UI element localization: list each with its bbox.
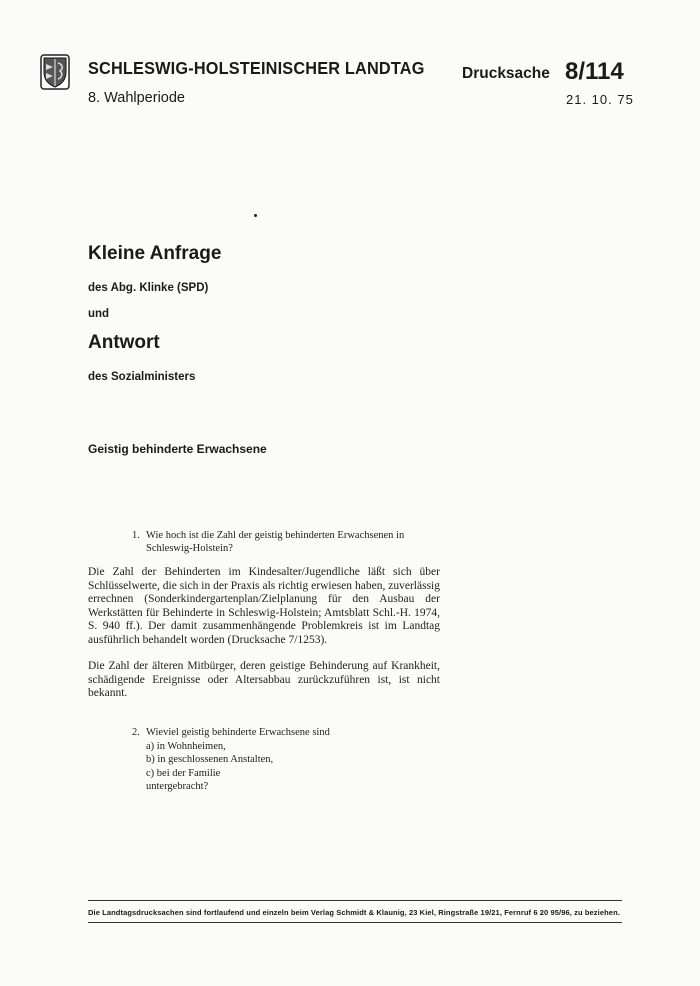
answer-paragraph: Die Zahl der älteren Mitbürger, deren geistige Behinderung auf Krankheit, schädigende Ereignisse oder Altersabbau zurückzuführen ist, ist nicht bekannt. (88, 660, 440, 700)
question-item: b) in geschlossenen Anstalten, (146, 754, 274, 765)
conjunction: und (88, 308, 110, 320)
question-number: 1. (132, 530, 140, 541)
question-item: c) bei der Familie (146, 767, 221, 779)
question-text: Wieviel geistig behinderte Erwachsene sind (146, 727, 330, 738)
responder: des Sozialministers (88, 371, 196, 383)
document-date: 21. 10. 75 (566, 92, 634, 107)
question-item: a) in Wohnheimen, (146, 740, 226, 752)
footer-note: Die Landtagsdrucksachen sind fortlaufend und einzeln beim Verlag Schmidt & Klaunig, 23 Kiel, Ringstraße 19/21, Fernruf 6 20 95/96, zu beziehen. (88, 908, 620, 917)
legislative-period: 8. Wahlperiode (88, 90, 185, 106)
subject-line: Geistig behinderte Erwachsene (88, 442, 267, 456)
inquirer: des Abg. Klinke (SPD) (88, 282, 209, 294)
footer-rule-bottom (88, 922, 622, 923)
coat-of-arms-icon (40, 54, 70, 90)
answer-title: Antwort (88, 332, 160, 353)
drucksache-number: 8/114 (565, 58, 624, 85)
parliament-name: SCHLESWIG-HOLSTEINISCHER LANDTAG (88, 58, 425, 78)
question-tail: untergebracht? (146, 781, 209, 792)
answer-paragraph: Die Zahl der Behinderten im Kindesalter/Jugendliche läßt sich über Schlüsselwerte, die sich in der Praxis als richtig erwiesen haben, zuverlässig errechnen (Sonderkindergartenplan/Zielplanung für den Ausbau der Werkstätten für Behinderte in Schleswig-Holstein; Amtsblatt Schl.-H. 1974, S. 940 ff.). Der damit zusammenhängende Problemkreis ist im Landtag ausführlich behandelt worden (Drucksache 7/1253). (88, 566, 440, 646)
question-number: 2. (132, 727, 140, 738)
document-title: Kleine Anfrage (88, 243, 222, 264)
scan-speck (254, 214, 257, 217)
question-text: Wie hoch ist die Zahl der geistig behinderten Erwachsenen in Schleswig-Holstein? (146, 530, 405, 554)
question-2 (132, 726, 330, 794)
footer-rule-top (88, 900, 622, 901)
question-1 (132, 529, 452, 555)
drucksache-label: Drucksache (462, 65, 550, 82)
